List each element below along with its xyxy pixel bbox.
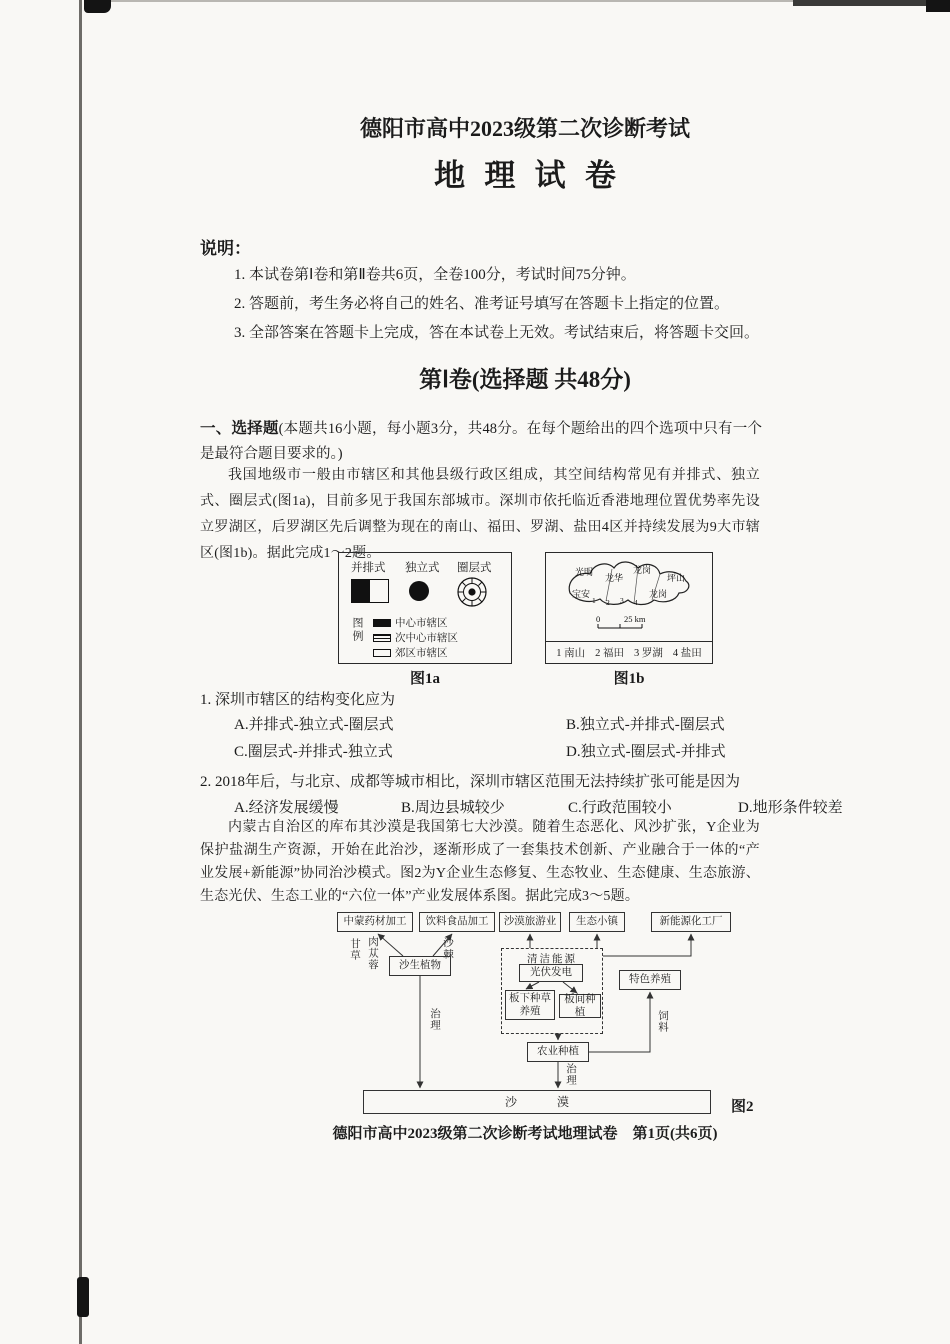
- part1-title: 第Ⅰ卷(选择题 共48分): [419, 367, 631, 392]
- type-label: 并排式: [351, 562, 386, 574]
- flow-box-pv-power: 光伏发电: [519, 964, 583, 982]
- legend-item: 1 南山: [556, 648, 586, 659]
- district-label: 龙岗: [649, 589, 668, 599]
- figure-1a-caption: 图1a: [409, 671, 440, 687]
- flow-box-under-panel: 板下种草养殖: [505, 990, 555, 1020]
- legend-row: [373, 630, 458, 645]
- legend-item: 3 罗湖: [634, 648, 663, 659]
- crop-label-licorice: 甘草: [349, 938, 360, 961]
- district-label: 光明: [575, 567, 594, 577]
- note-item: 2. 答题前，考生务必将自己的姓名、准考证号填写在答题卡上指定的位置。: [234, 296, 730, 312]
- map-scale: [596, 614, 646, 628]
- legend-row: [373, 645, 448, 660]
- crop-label-cistanche: 肉苁蓉: [367, 936, 378, 971]
- district-label: 龙华: [605, 573, 624, 583]
- question-2-stem: 2. 2018年后，与北京、成都等城市相比，深圳市辖区范围无法持续扩张可能是因为: [200, 774, 741, 790]
- open-swatch-icon: [373, 649, 391, 657]
- flow-box-between-panel: 板间种植: [559, 994, 601, 1018]
- striped-swatch-icon: [373, 634, 391, 642]
- option-c: C.圈层式-并排式-独立式: [234, 744, 393, 760]
- district-label: 宝安: [572, 589, 591, 599]
- flow-box-sand-plants: 沙生植物: [389, 956, 451, 976]
- scan-artifact: [926, 0, 950, 12]
- type-label: 圈层式: [457, 562, 492, 574]
- figure-1b: [545, 552, 713, 664]
- scan-artifact: [79, 0, 82, 1344]
- scale-label: 25 km: [624, 614, 646, 624]
- note-item: 3. 全部答案在答题卡上完成，答在本试卷上无效。考试结束后，将答题卡交回。: [234, 325, 760, 341]
- option-c: C.行政范围较小: [568, 800, 672, 816]
- option-d: D.独立式-圈层式-并排式: [566, 744, 726, 760]
- question-1-stem: 1. 深圳市辖区的结构变化应为: [200, 692, 396, 708]
- legend-text: 郊区市辖区: [395, 648, 448, 659]
- flow-box-agriculture: 农业种植: [527, 1042, 589, 1062]
- scan-artifact: [84, 0, 111, 13]
- clean-energy-label: 清洁能源: [527, 954, 577, 965]
- option-a: A.并排式-独立式-圈层式: [234, 717, 394, 733]
- flow-box-desert-tourism: 沙漠旅游业: [499, 912, 561, 932]
- exam-notes: [234, 261, 799, 348]
- exam-subject-title: 地理试卷: [434, 158, 636, 193]
- legend-label: 图例: [351, 617, 363, 643]
- solid-swatch-icon: [373, 619, 391, 627]
- map-digit: 4: [634, 598, 638, 607]
- page-footer: 德阳市高中2023级第二次诊断考试地理试卷 第1页(共6页): [332, 1126, 718, 1142]
- figure-1b-caption: 图1b: [613, 671, 645, 687]
- option-b: B.周边县城较少: [401, 800, 505, 816]
- flow-box-eco-town: 生态小镇: [569, 912, 625, 932]
- question-1-options: [234, 713, 794, 761]
- shenzhen-map: [546, 553, 711, 641]
- map-digit: 2: [606, 598, 610, 607]
- feed-label: 饲料: [657, 1010, 668, 1033]
- independent-symbol: [409, 581, 429, 601]
- side-by-side-symbol: [351, 579, 389, 603]
- flow-box-special-breeding: 特色养殖: [619, 970, 681, 990]
- passage-2: 内蒙古自治区的库布其沙漠是我国第七大沙漠。随着生态恶化、风沙扩张，Y企业为保护盐湖生产资源，开始在此治沙，逐渐形成了一套集技术创新、产业融合于一体的“产业发展+新能源”协同治沙模式。图2为Y企业生态修复、生态牧业、生态健康、生态旅游、生态光伏、生态工业的“六位一体”产业发展体系图。据此完成3～5题。: [200, 820, 760, 904]
- district-label: 坪山: [667, 573, 686, 583]
- option-b: B.独立式-并排式-圈层式: [566, 717, 725, 733]
- treat-label-mid: 治理: [565, 1063, 576, 1086]
- notes-label: 说明：: [200, 239, 251, 258]
- legend-row: [373, 615, 448, 630]
- flow-box-desert: 沙漠: [363, 1090, 711, 1114]
- flow-box-herb-processing: 中蒙药材加工: [337, 912, 413, 932]
- legend-item: 4 盐田: [672, 648, 702, 659]
- figure-2-caption: 图2: [731, 1099, 754, 1115]
- map-digit: 3: [620, 596, 624, 605]
- option-a: A.经济发展缓慢: [234, 800, 339, 816]
- scale-zero: 0: [596, 614, 601, 624]
- flow-box-food-processing: 饮料食品加工: [419, 912, 495, 932]
- ring-layer-symbol: [455, 575, 489, 609]
- option-d: D.地形条件较差: [738, 800, 843, 816]
- section1-lead: 一、选择题: [200, 420, 279, 437]
- section1-heading: [200, 416, 762, 467]
- legend-text: 中心市辖区: [395, 618, 448, 629]
- legend-text: 次中心市辖区: [395, 633, 458, 644]
- flow-box-new-energy-plant: 新能源化工厂: [651, 912, 731, 932]
- figure-1a: [338, 552, 512, 664]
- map-legend: [546, 641, 712, 663]
- question-2-options: [234, 796, 884, 817]
- type-label: 独立式: [405, 562, 440, 574]
- map-digit: 1: [592, 596, 596, 605]
- note-item: 1. 本试卷第Ⅰ卷和第Ⅱ卷共6页，全卷100分，考试时间75分钟。: [234, 267, 636, 283]
- crop-label-seabuckthorn: 沙棘: [442, 937, 453, 960]
- figure-2: [333, 910, 753, 1126]
- scan-artifact: [77, 1277, 89, 1317]
- exam-title: 德阳市高中2023级第二次诊断考试: [359, 116, 690, 141]
- passage-1: 我国地级市一般由市辖区和其他县级行政区组成，其空间结构常见有并排式、独立式、圈层式(图1a)，目前多见于我国东部城市。深圳市依托临近香港地理位置优势率先设立罗湖区，后罗湖区先后调整为现在的南山、福田、罗湖、盐田4区并持续发展为9大市辖区(图1b)。据此完成1～2题。: [200, 468, 760, 561]
- section1-rest: (本题共16小题，每小题3分，共48分。在每个题给出的四个选项中只有一个是最符合题目要求的。): [200, 421, 762, 462]
- treat-label-left: 治理: [429, 1008, 440, 1031]
- district-label: 龙岗: [633, 565, 652, 575]
- legend-item: 2 福田: [595, 648, 624, 659]
